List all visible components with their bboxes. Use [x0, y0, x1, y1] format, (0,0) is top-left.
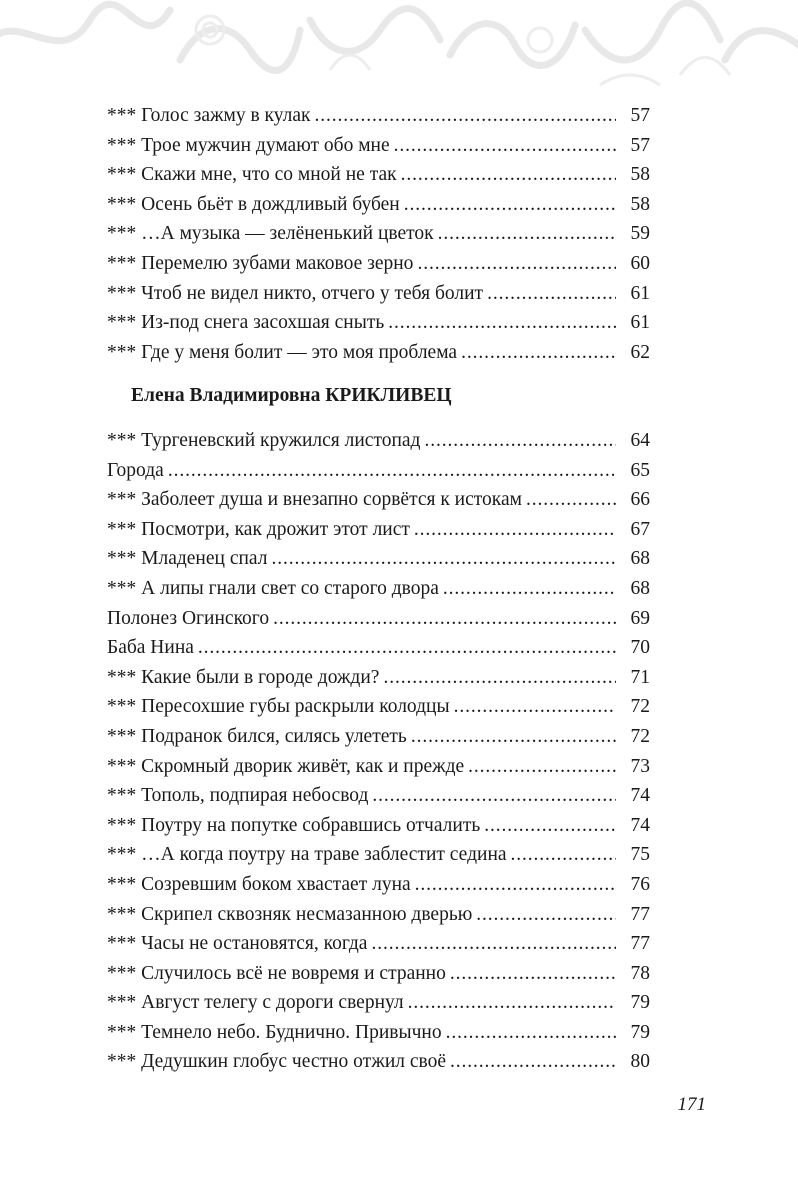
- page-number: 171: [677, 1094, 706, 1115]
- toc-entry-page: 62: [630, 341, 650, 363]
- toc-entry[interactable]: [107, 1047, 650, 1077]
- toc-entry[interactable]: [107, 249, 650, 279]
- dot-leader: [417, 249, 616, 279]
- toc-entry-title: *** Перемелю зубами маковое зерно: [107, 252, 414, 274]
- dot-leader: [388, 308, 616, 338]
- dot-leader: [411, 722, 616, 752]
- toc-section-second: [107, 426, 650, 1077]
- toc-entry-title: *** А липы гнали свет со старого двора: [107, 577, 439, 599]
- toc-entry-title: *** Скажи мне, что со мной не так: [107, 164, 397, 186]
- toc-entry-title: *** Подранок бился, силясь улететь: [107, 725, 407, 747]
- decorative-header-ornament: [0, 0, 798, 100]
- toc-entry-title: *** Созревшим боком хвастает луна: [107, 873, 411, 895]
- toc-entry-page: 78: [630, 962, 650, 984]
- toc-entry-title: *** Тополь, подпирая небосвод: [107, 785, 369, 807]
- dot-leader: [401, 160, 616, 190]
- toc-entry-title: *** Голос зажму в кулак: [107, 105, 311, 126]
- toc-entry-title: *** Случилось всё не вовремя и странно: [107, 962, 446, 984]
- toc-entry-page: 68: [630, 577, 650, 599]
- toc-entry-page: 79: [630, 1021, 650, 1043]
- toc-entry-title: *** Чтоб не видел никто, отчего у тебя болит: [107, 282, 484, 304]
- dot-leader: [484, 811, 616, 841]
- toc-entry-title: *** Заболеет душа и внезапно сорвётся к истокам: [107, 489, 522, 511]
- dot-leader: [438, 219, 616, 249]
- toc-entry[interactable]: [107, 692, 650, 722]
- toc-entry[interactable]: [107, 308, 650, 338]
- toc-entry[interactable]: [107, 811, 650, 841]
- toc-entry[interactable]: [107, 190, 650, 220]
- toc-entry[interactable]: [107, 219, 650, 249]
- dot-leader: [372, 781, 616, 811]
- toc-entry-title: *** Тургеневский кружился листопад: [107, 430, 421, 451]
- dot-leader: [168, 456, 616, 486]
- toc-entry-page: 61: [630, 312, 650, 334]
- toc-entry[interactable]: [107, 929, 650, 959]
- toc-entry-title: *** Посмотри, как дрожит этот лист: [107, 518, 410, 540]
- toc-entry-page: 69: [630, 607, 650, 629]
- toc-entry[interactable]: [107, 515, 650, 545]
- toc-entry-page: 72: [630, 725, 650, 747]
- dot-leader: [404, 190, 616, 220]
- toc-entry[interactable]: [107, 131, 650, 161]
- dot-leader: [450, 1047, 616, 1077]
- toc-entry-page: 64: [630, 430, 650, 451]
- toc-entry[interactable]: [107, 160, 650, 190]
- toc-entry-title: *** Часы не остановятся, когда: [107, 933, 368, 955]
- toc-entry-title: *** Август телегу с дороги свернул: [107, 992, 404, 1014]
- dot-leader: [487, 279, 616, 309]
- toc-entry[interactable]: [107, 840, 650, 870]
- dot-leader: [198, 633, 616, 663]
- toc-entry[interactable]: [107, 1018, 650, 1048]
- toc-entry[interactable]: [107, 988, 650, 1018]
- toc-entry-page: 74: [630, 814, 650, 836]
- toc-entry-page: 57: [630, 134, 650, 156]
- toc-entry-page: 75: [630, 844, 650, 866]
- dot-leader: [394, 131, 616, 161]
- toc-entry-page: 68: [630, 548, 650, 570]
- toc-entry-title: *** Скромный дворик живёт, как и прежде: [107, 755, 465, 777]
- toc-entry[interactable]: [107, 426, 650, 456]
- toc-entry[interactable]: [107, 781, 650, 811]
- toc-entry-title: *** Поутру на попутке собравшись отчалить: [107, 814, 481, 836]
- toc-entry-title: *** Трое мужчин думают обо мне: [107, 134, 390, 156]
- toc-entry-title: *** Скрипел сквозняк несмазанною дверью: [107, 903, 473, 925]
- dot-leader: [450, 959, 616, 989]
- dot-leader: [315, 101, 616, 131]
- toc-entry[interactable]: [107, 959, 650, 989]
- dot-leader: [461, 338, 616, 368]
- dot-leader: [408, 988, 616, 1018]
- toc-entry-page: 58: [630, 164, 650, 186]
- toc-entry-page: 61: [630, 282, 650, 304]
- toc-entry-title: *** Темнело небо. Буднично. Привычно: [107, 1021, 442, 1043]
- dot-leader: [424, 426, 616, 456]
- dot-leader: [511, 840, 616, 870]
- toc-entry-page: 59: [630, 223, 650, 245]
- dot-leader: [414, 515, 616, 545]
- toc-entry[interactable]: [107, 338, 650, 368]
- dot-leader: [371, 929, 616, 959]
- toc-entry[interactable]: [107, 722, 650, 752]
- toc-entry[interactable]: [107, 604, 650, 634]
- dot-leader: [468, 752, 616, 782]
- dot-leader: [443, 574, 616, 604]
- dot-leader: [383, 663, 616, 693]
- toc-entry-page: 73: [630, 755, 650, 777]
- toc-entry-title: *** Осень бьёт в дождливый бубен: [107, 193, 400, 215]
- toc-entry[interactable]: [107, 101, 650, 131]
- toc-entry-page: 67: [630, 518, 650, 540]
- toc-entry-page: 57: [630, 105, 650, 126]
- toc-entry-title: *** Дедушкин глобус честно отжил своё: [107, 1051, 447, 1073]
- toc-entry[interactable]: [107, 663, 650, 693]
- toc-entry-page: 70: [630, 637, 650, 659]
- dot-leader: [271, 544, 616, 574]
- toc-entry[interactable]: [107, 633, 650, 663]
- toc-entry-page: 71: [630, 666, 650, 688]
- toc-entry-page: 65: [630, 459, 650, 481]
- toc-entry[interactable]: [107, 544, 650, 574]
- toc-entry-page: 77: [630, 933, 650, 955]
- toc-entry-page: 58: [630, 193, 650, 215]
- toc-entry-title: *** Какие были в городе дожди?: [107, 666, 380, 688]
- toc-entry-page: 80: [630, 1051, 650, 1073]
- toc-section-first: [107, 101, 650, 367]
- toc-entry-title: *** …А музыка — зелёненький цветок: [107, 223, 434, 245]
- toc-entry-page: 77: [630, 903, 650, 925]
- toc-entry[interactable]: [107, 752, 650, 782]
- toc-entry-title: Полонез Огинского: [107, 607, 270, 629]
- toc-entry[interactable]: [107, 279, 650, 309]
- dot-leader: [273, 604, 616, 634]
- toc-entry-title: *** …А когда поутру на траве заблестит седина: [107, 844, 507, 866]
- toc-entry-page: 72: [630, 696, 650, 718]
- dot-leader: [454, 692, 616, 722]
- toc-entry-title: Города: [107, 459, 164, 481]
- toc-entry[interactable]: [107, 900, 650, 930]
- author-heading: Елена Владимировна КРИКЛИВЕЦ: [131, 385, 452, 406]
- toc-entry-page: 79: [630, 992, 650, 1014]
- dot-leader: [415, 870, 616, 900]
- toc-entry-title: Баба Нина: [107, 637, 194, 659]
- toc-entry-page: 76: [630, 873, 650, 895]
- toc-entry-title: *** Пересохшие губы раскрыли колодцы: [107, 696, 450, 718]
- toc-entry-page: 74: [630, 785, 650, 807]
- toc-entry[interactable]: [107, 870, 650, 900]
- dot-leader: [446, 1018, 616, 1048]
- toc-entry[interactable]: [107, 574, 650, 604]
- toc-entry[interactable]: [107, 456, 650, 486]
- toc-entry-title: *** Из-под снега засохшая сныть: [107, 312, 385, 334]
- dot-leader: [476, 900, 616, 930]
- toc-entry-title: *** Где у меня болит — это моя проблема: [107, 341, 458, 363]
- toc-entry[interactable]: [107, 485, 650, 515]
- toc-entry-page: 60: [630, 252, 650, 274]
- toc-entry-title: *** Младенец спал: [107, 548, 268, 570]
- dot-leader: [526, 485, 616, 515]
- toc-entry-page: 66: [630, 489, 650, 511]
